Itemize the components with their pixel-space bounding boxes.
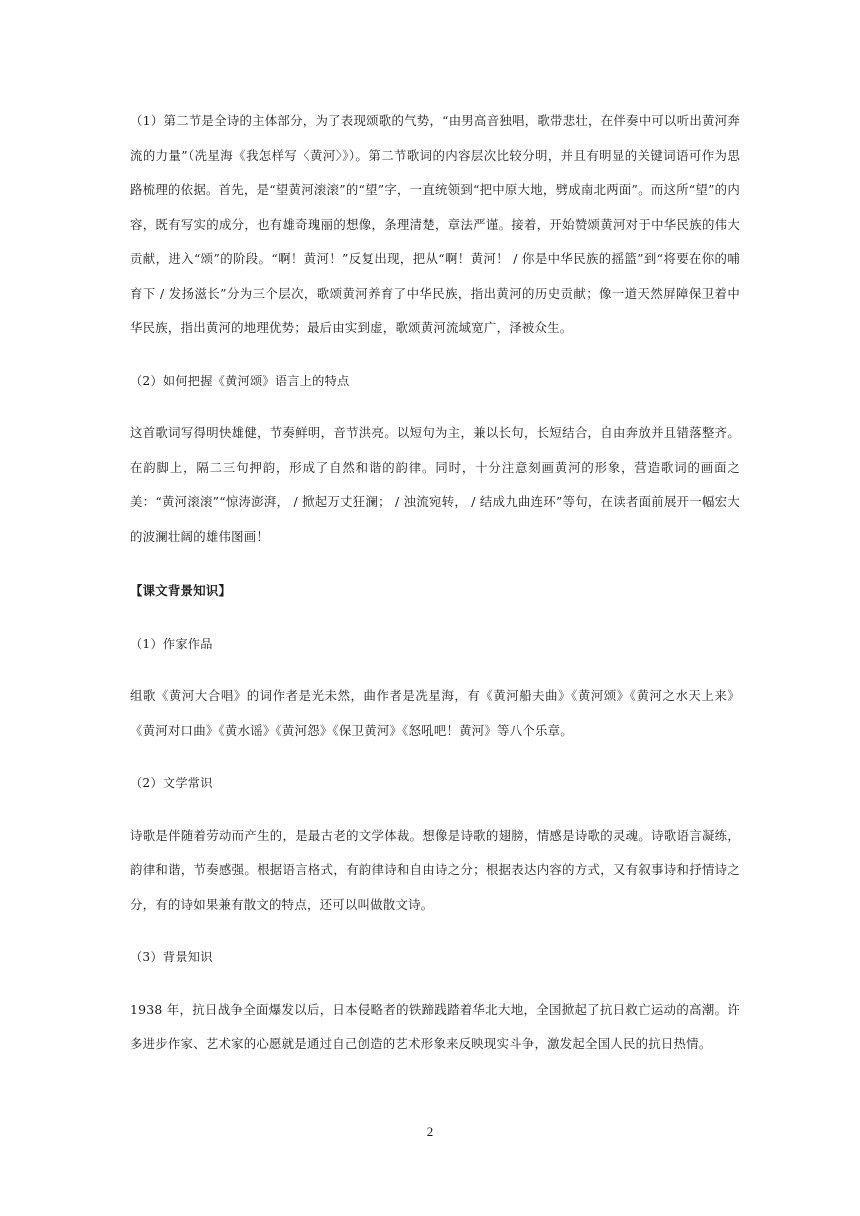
section2-analysis-paragraph: （1）第二节是全诗的主体部分，为了表现颂歌的气势，“由男高音独唱，歌带悲壮，在伴奏中可以听出黄河奔流的力量”（冼星海《我怎样写〈黄河〉》）。第二节歌词的内容层次比较分明，并且有明显的关键词语可作为思路梳理的依据。首先，是“望黄河滚滚”的“望”字，一直统领到“把中原大地，劈成南北两面”。而这所“望”的内容，既有写实的成分，也有雄奇瑰丽的想像，条理清楚，章法严谨。接着，开始赞颂黄河对于中华民族的伟大贡献，进入“颂”的阶段。“啊！黄河！”反复出现，把从“啊！黄河！ / 你是中华民族的摇篮”到“将要在你的哺育下 / 发扬滋长”分为三个层次，歌颂黄河养育了中华民族，指出黄河的历史贡献；像一道天然屏障保卫着中华民族，指出黄河的地理优势；最后由实到虚，歌颂黄河流域宽广，泽被众生。 (130, 113, 740, 335)
literature-knowledge-title: （2）文学常识 (130, 776, 213, 790)
page-number: 2 (426, 1124, 434, 1139)
language-features-question: （2）如何把握《黄河颂》语言上的特点 (130, 373, 350, 388)
background-knowledge-text: 1938 年，抗日战争全面爆发以后，日本侵略者的铁蹄践踏着华北大地，全国掀起了抗日救亡运动的高潮。许多进步作家、艺术家的心愿就是通过自己创造的艺术形象来反映现实斗争，激发起全国人民的抗日热情。 (130, 1001, 740, 1051)
background-heading: 【课文背景知识】 (130, 583, 232, 598)
language-features-answer: 这首歌词写得明快雄健，节奏鲜明，音节洪亮。以短句为主，兼以长句，长短结合，自由奔放并且错落整齐。在韵脚上，隔二三句押韵，形成了自然和谐的韵律。同时，十分注意刻画黄河的形象，营造歌词的画面之美：“黄河滚滚”“惊涛澎湃， / 掀起万丈狂澜； / 浊流宛转， / 结成九曲连环”等句，在读者面前展开一幅宏大的波澜壮阔的雄伟图画！ (130, 425, 740, 544)
background-knowledge-title: （3）背景知识 (130, 950, 213, 964)
author-works-text: 组歌《黄河大合唱》的词作者是光未然，曲作者是冼星海，有《黄河船夫曲》《黄河颂》《黄河之水天上来》《黄河对口曲》《黄水谣》《黄河怨》《保卫黄河》《怒吼吧！黄河》等八个乐章。 (130, 688, 740, 738)
author-works-title: （1）作家作品 (130, 636, 213, 651)
document-body (130, 104, 740, 1062)
literature-knowledge-text: 诗歌是伴随着劳动而产生的，是最古老的文学体裁。想像是诗歌的翅膀，情感是诗歌的灵魂。诗歌语言凝练，韵律和谐，节奏感强。根据语言格式，有韵律诗和自由诗之分；根据表达内容的方式，又有叙事诗和抒情诗之分，有的诗如果兼有散文的特点，还可以叫做散文诗。 (130, 827, 740, 912)
